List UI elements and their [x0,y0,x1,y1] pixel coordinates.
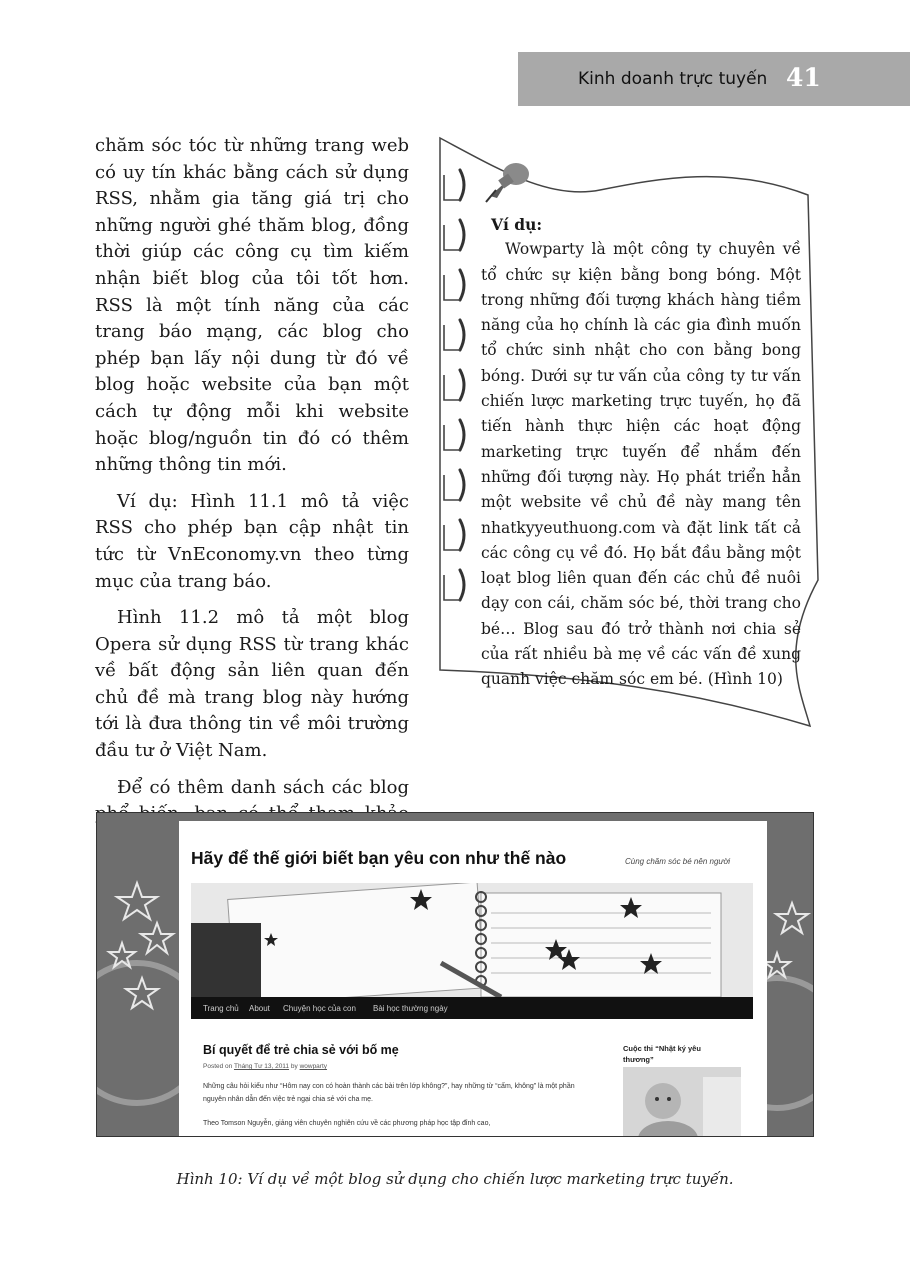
post-author-link[interactable]: wowparty [299,1063,328,1070]
blog-page [179,821,767,1137]
post-meta-by: by [290,1063,298,1070]
running-header [518,52,910,106]
baby-illustration [623,1067,741,1137]
body-paragraph: Để có thêm danh sách các blog [117,776,409,798]
note-content [481,212,801,693]
post-meta-prefix: Posted on [203,1063,233,1070]
baby-photo[interactable] [623,1067,741,1137]
post-meta [203,1063,327,1070]
blog-title[interactable]: Hãy để thế giới biết bạn yêu con như thế nào [191,848,567,868]
post-paragraph: Những câu hỏi kiểu như “Hôm nay con có hoàn thành các bài trên lớp không?”, hay những từ “cấm, không” là một phần nguyên nhân dẫn đến việc trẻ ngại chia sẻ với cha mẹ. [203,1083,575,1103]
blog-tagline: Cùng chăm sóc bé nên người [625,857,731,866]
nav-item-about[interactable]: About [249,1004,270,1013]
body-paragraph: Hình 11.2 mô tả một blog Opera sử dụng RSS từ trang khác về bất động sản liên quan đến chủ đề mà trang blog này hướng tới là đưa thông tin về môi trường đầu tư ở Việt Nam. [95,607,409,762]
body-text-column [95,133,409,864]
blog-screenshot-figure [96,812,814,1137]
sidebar-widget-title[interactable]: Cuộc thi “Nhật ký yêu thương” [623,1044,701,1064]
note-body: Wowparty là một công ty chuyên về tổ chức sự kiện bằng bong bóng. Một trong những đối tượng khách hàng tiềm năng của họ chính là các gia đình muốn tổ chức sinh nhật cho con bằng bong bóng. Dưới sự tư vấn của công ty tư vấn chiến lược marketing trực tuyến, họ đã tiến hành thực hiện các hoạt động marketing trực tuyến để nhắm đến những đối tượng này. Họ phát triển hẳn một website về chủ đề này mang tên nhatkyyeuthuong.com và đặt link tất cả các công cụ về đó. Họ bắt đầu bằng một loạt blog liên quan đến các chủ đề nuôi dạy con cái, chăm sóc bé, thời trang cho bé… Blog sau đó trở thành nơi chia sẻ của rất nhiều bà mẹ về các vấn đề xung quanh việc chăm sóc em bé. (Hình 10) [481,240,801,689]
page-number: 41 [786,63,821,92]
blog-nav-bar [191,997,753,1019]
nav-item-study[interactable]: Chuyện học của con [283,1004,356,1013]
body-paragraph: Ví dụ: Hình 11.1 mô tả việc RSS cho phép bạn cập nhật tin tức từ VnEconomy.vn theo từng mục của trang báo. [95,490,409,592]
nav-item-home[interactable]: Trang chủ [203,1004,239,1013]
body-paragraph: chăm sóc tóc từ những trang web có uy tín khác bằng cách sử dụng RSS, nhằm gia tăng giá trị cho những người ghé thăm blog, đồng thời giúp các công cụ tìm kiếm nhận biết blog của tôi tốt hơn. RSS là một tính năng của các trang báo mạng, các blog cho phép bạn lấy nội dung từ đó về blog hoặc website của bạn một cách tự động mỗi khi website hoặc blog/nguồn tin đó có thêm những thông tin mới. [95,135,409,476]
post-date-link[interactable]: Tháng Tư 13, 2011 [233,1063,290,1070]
section-title: Kinh doanh trực tuyến [578,69,768,89]
note-label: Ví dụ: [491,215,543,234]
post-title[interactable]: Bí quyết để trẻ chia sẻ với bố mẹ [203,1043,399,1057]
figure-caption: Hình 10: Ví dụ về một blog sử dụng cho chiến lược marketing trực tuyến. [176,1170,734,1188]
notebook-illustration [191,883,753,997]
blog-header-image [191,883,753,997]
nav-item-daily-lessons[interactable]: Bài học thường ngày [373,1004,448,1013]
post-paragraph: Theo Tomson Nguyễn, giảng viên chuyên nghiên cứu về các phương pháp học tập đỉnh cao, [203,1120,491,1127]
